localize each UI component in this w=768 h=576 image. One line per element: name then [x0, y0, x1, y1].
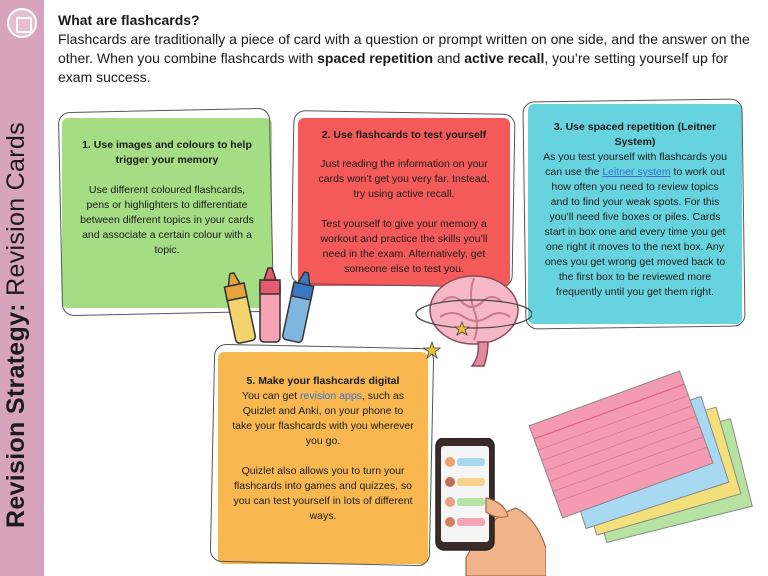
card3-title: 3. Use spaced repetition (Leitner System): [553, 121, 717, 148]
intro-line2c: , you’re setting yourself up for: [544, 50, 729, 66]
index-cards-icon: [528, 370, 758, 550]
brain-icon: [412, 262, 532, 372]
intro-bold-spaced: spaced repetition: [317, 50, 434, 66]
card5-body-b: , such as Quizlet and Anki, on your phone to take your flashcards with you wherever you go.: [232, 390, 414, 447]
card1-title: 1. Use images and colours to help trigger your memory: [82, 139, 252, 166]
card3-body-b: to work out how often you need to review topics and to find your weak spots. For this you’ll need five boxes or piles. Cards start in box one and every time you get one right it moves to the next box. Any ones you get wrong get moved back to the first box to be reviewed more frequently until you get them right.: [544, 166, 726, 298]
card3-body-a: As you test yourself with flashcards you can use the: [543, 151, 727, 178]
card3-frame: [522, 98, 745, 329]
highlighter-pens-icon: [222, 262, 322, 352]
card2-body2: Test yourself to give your memory a workout and practice the skills you’ll need in the exam. Alternatively, get someone else to test you.: [320, 218, 488, 275]
sidebar: [0, 0, 44, 576]
card1-body: Use different coloured flashcards, pens or highlighters to differentiate between different topics in your cards and associate a certain colour with a topic.: [80, 184, 254, 256]
sidebar-title-light: Revision Cards: [2, 122, 30, 304]
intro-bold-recall: active recall: [464, 50, 545, 66]
intro: [58, 12, 768, 87]
intro-line1: Flashcards are traditionally a piece of card with a question or prompt written on one side, and the answer on the: [58, 31, 750, 47]
card5-title: 5. Make your flashcards digital: [246, 375, 400, 387]
intro-heading: What are flashcards?: [58, 12, 200, 28]
card5-body2: Quizlet also allows you to turn your flashcards into games and quizzes, so you can test yourself in lots of different ways.: [233, 465, 413, 522]
revision-apps-link[interactable]: revision apps: [300, 390, 362, 402]
sidebar-title-strong: Revision Strategy:: [2, 303, 30, 528]
sidebar-title: [2, 122, 31, 528]
card5-frame: [210, 344, 435, 567]
card2-body1: Just reading the information on your cards won’t get you very far. Instead, try using active recall.: [318, 158, 490, 200]
intro-line3: exam success.: [58, 69, 151, 85]
intro-line2b: and: [433, 50, 465, 66]
intro-line2a: other. When you combine flashcards with: [58, 50, 318, 66]
card2-title: 2. Use flashcards to test yourself: [321, 129, 487, 141]
leitner-system-link[interactable]: Leitner system: [602, 166, 671, 178]
intro-paragraph: [58, 30, 768, 87]
logo-icon: [7, 8, 37, 38]
card5-body-a: You can get: [242, 390, 301, 402]
